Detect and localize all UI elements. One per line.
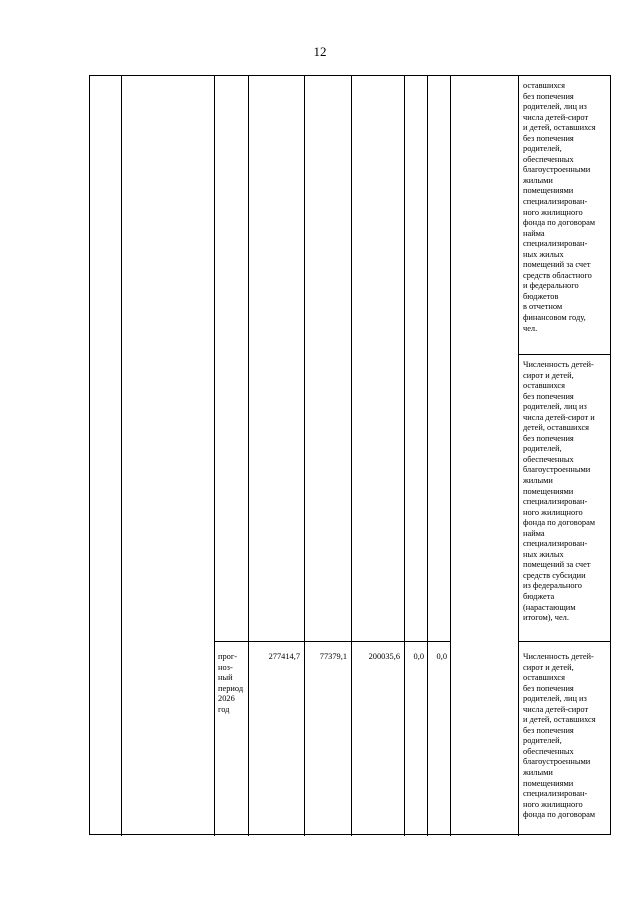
text-line: благоустроенными: [523, 165, 591, 175]
funding-cell-a: 77379,1: [319, 652, 347, 661]
text-line: обеспеченных: [523, 154, 574, 164]
text-line: ного жилищного: [523, 207, 583, 217]
text-line: найма: [523, 528, 545, 538]
text-line: Численность детей-: [523, 360, 594, 369]
funding-cell-c: 0,0: [413, 652, 424, 661]
text-line: без попечения: [523, 683, 574, 693]
text-line: жилыми: [523, 476, 553, 486]
text-line: средств областного: [523, 270, 592, 280]
text-line: ноз-: [218, 662, 233, 672]
column-divider: [404, 76, 405, 836]
text-line: родителей, лиц из: [523, 402, 587, 412]
text-line: родителей,: [523, 736, 562, 746]
indicator-text-1: [523, 81, 596, 334]
column-divider: [351, 76, 352, 836]
text-line: период: [218, 683, 244, 693]
data-row-divider: [214, 641, 450, 642]
text-line: благоустроенными: [523, 465, 591, 475]
funding-cell-d: 0,0: [436, 652, 447, 661]
text-line: ных жилых: [523, 249, 564, 259]
text-line: родителей,: [523, 444, 562, 454]
text-line: ный: [218, 673, 233, 683]
column-divider: [518, 76, 519, 836]
text-line: помещениями: [523, 778, 574, 788]
indicator-text-2: [523, 360, 595, 624]
text-line: благоустроенными: [523, 757, 591, 767]
text-line: помещений за счет: [523, 560, 591, 570]
text-line: и федерального: [523, 281, 579, 291]
text-line: ных жилых: [523, 549, 564, 559]
text-line: сирот и детей,: [523, 370, 574, 380]
text-line: родителей,: [523, 144, 562, 154]
total-cell: 277414,7: [268, 652, 300, 661]
text-line: без попечения: [523, 133, 574, 143]
column-divider: [427, 76, 428, 836]
text-line: числа детей-сирот и: [523, 412, 595, 422]
text-line: родителей, лиц из: [523, 102, 587, 112]
indicator-text-3: [523, 652, 596, 821]
text-line: числа детей-сирот: [523, 704, 589, 714]
text-line: в отчетном: [523, 302, 563, 312]
text-line: оставшихся: [523, 381, 565, 391]
text-line: (нарастающим: [523, 602, 576, 612]
text-line: детей, оставшихся: [523, 423, 590, 433]
text-line: помещениями: [523, 486, 574, 496]
text-line: оставшихся: [523, 673, 565, 683]
column-divider: [304, 76, 305, 836]
text-line: фонда по договорам: [523, 218, 596, 228]
text-line: и детей, оставшихся: [523, 123, 596, 133]
column-divider: [121, 76, 122, 836]
column-divider: [214, 76, 215, 836]
text-line: ного жилищного: [523, 507, 583, 517]
text-line: бюджета: [523, 592, 555, 602]
column-divider: [450, 76, 451, 836]
program-table: [89, 75, 611, 835]
text-line: помещениями: [523, 186, 574, 196]
text-line: и детей, оставшихся: [523, 715, 596, 725]
text-line: фонда по договорам: [523, 810, 596, 820]
text-line: специализирован-: [523, 239, 588, 249]
indicator-row-divider: [518, 641, 611, 642]
text-line: специализирован-: [523, 197, 588, 207]
text-line: родителей, лиц из: [523, 694, 587, 704]
text-line: найма: [523, 228, 545, 238]
text-line: итогом), чел.: [523, 613, 569, 623]
text-line: бюджетов: [523, 291, 559, 301]
funding-cell-b: 200035,6: [368, 652, 400, 661]
text-line: без попечения: [523, 433, 574, 443]
text-line: оставшихся: [523, 81, 565, 90]
text-line: специализирован-: [523, 497, 588, 507]
text-line: числа детей-сирот: [523, 112, 589, 122]
text-line: без попечения: [523, 91, 574, 101]
text-line: обеспеченных: [523, 746, 574, 756]
text-line: финансовом году,: [523, 313, 586, 323]
text-line: год: [218, 704, 230, 714]
text-line: Численность детей-: [523, 652, 594, 661]
text-line: фонда по договорам: [523, 518, 596, 528]
text-line: ного жилищного: [523, 799, 583, 809]
text-line: жилыми: [523, 175, 553, 185]
page-number: 12: [313, 44, 327, 59]
text-line: 2026: [218, 694, 235, 704]
text-line: специализирован-: [523, 539, 588, 549]
text-line: обеспеченных: [523, 454, 574, 464]
text-line: чел.: [523, 323, 538, 333]
text-line: помещений за счет: [523, 260, 591, 270]
period-cell: [218, 652, 243, 715]
text-line: из федерального: [523, 581, 582, 591]
text-line: средств субсидии: [523, 570, 586, 580]
text-line: без попечения: [523, 391, 574, 401]
column-divider: [248, 76, 249, 836]
text-line: специализирован-: [523, 789, 588, 799]
indicator-row-divider: [518, 354, 611, 355]
text-line: прог-: [218, 652, 238, 661]
text-line: сирот и детей,: [523, 662, 574, 672]
text-line: без попечения: [523, 725, 574, 735]
text-line: жилыми: [523, 768, 553, 778]
